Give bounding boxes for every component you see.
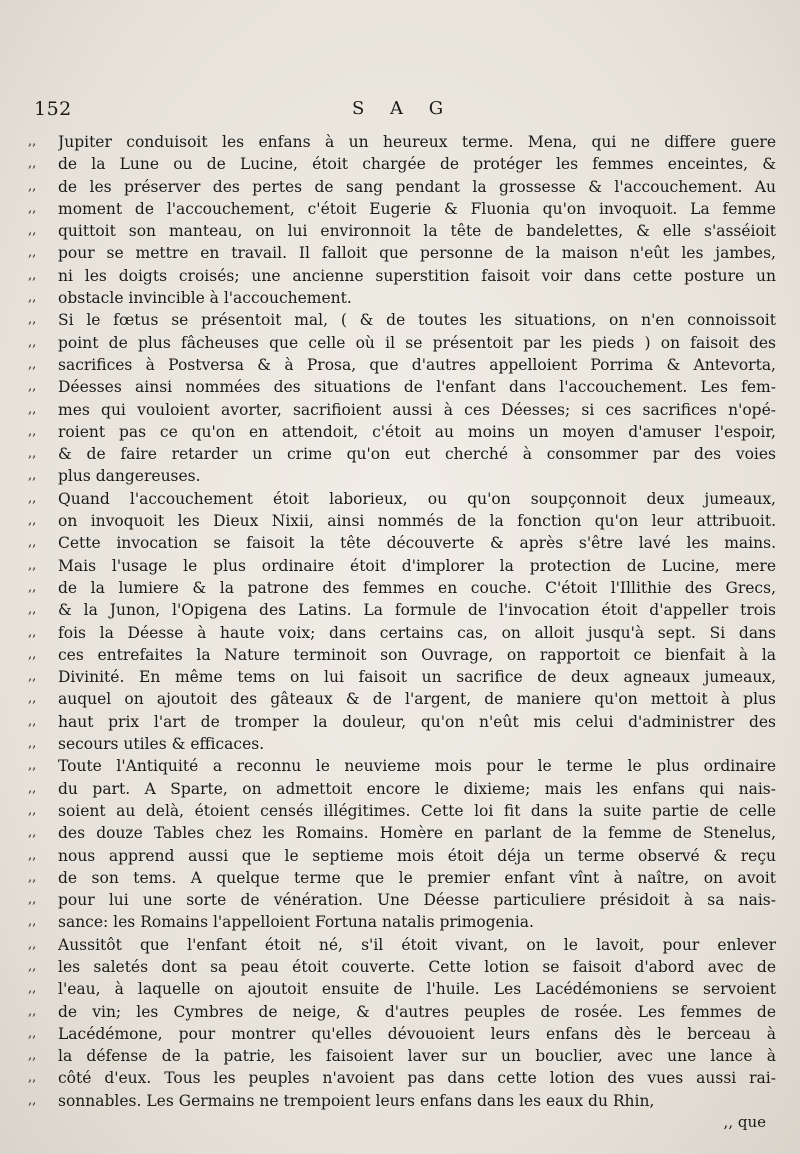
quotation-mark: ,, bbox=[28, 981, 37, 997]
text-line bbox=[28, 1045, 776, 1067]
quotation-mark: ,, bbox=[28, 245, 37, 261]
line-text: Lacédémone, pour montrer qu'elles dévouoient leurs enfans dès le berceau à bbox=[58, 1024, 776, 1043]
text-line bbox=[28, 131, 776, 153]
text-line bbox=[28, 265, 776, 287]
line-text: ces entrefaites la Nature terminoit son Ouvrage, on rapportoit ce bienfait à la bbox=[58, 645, 776, 664]
line-text: Quand l'accouchement étoit laborieux, ou qu'on soupçonnoit deux jumeaux, bbox=[58, 489, 776, 508]
quotation-mark: ,, bbox=[28, 557, 37, 573]
line-text: & de faire retarder un crime qu'on eut cherché à consommer par des voies bbox=[58, 445, 776, 464]
quotation-mark: ,, bbox=[28, 669, 37, 685]
text-line bbox=[28, 688, 776, 710]
quotation-mark: ,, bbox=[28, 1092, 37, 1108]
text-line bbox=[28, 443, 776, 465]
line-text: haut prix l'art de tromper la douleur, qu'on n'eût mis celui d'administrer des bbox=[58, 712, 776, 731]
quotation-mark: ,, bbox=[28, 624, 37, 640]
text-line bbox=[28, 153, 776, 175]
text-line bbox=[28, 421, 776, 443]
quotation-mark: ,, bbox=[28, 446, 37, 462]
text-line bbox=[28, 1090, 776, 1112]
line-text: quittoit son manteau, on lui environnoit la tête de bandelettes, & elle s'asséioit bbox=[58, 222, 776, 241]
text-line bbox=[28, 532, 776, 554]
line-text: secours utiles & efficaces. bbox=[58, 735, 265, 754]
quotation-mark: ,, bbox=[28, 1070, 37, 1086]
quotation-mark: ,, bbox=[28, 356, 37, 372]
quotation-mark: ,, bbox=[28, 646, 37, 662]
paragraph bbox=[28, 488, 776, 756]
text-line bbox=[28, 867, 776, 889]
text-line bbox=[28, 287, 776, 309]
line-text: les saletés dont sa peau étoit couverte. Cette lotion se faisoit d'abord avec de bbox=[58, 957, 776, 976]
quotation-mark: ,, bbox=[28, 713, 37, 729]
quotation-mark: ,, bbox=[28, 401, 37, 417]
text-line bbox=[28, 510, 776, 532]
text-line bbox=[28, 1067, 776, 1089]
text-line bbox=[28, 845, 776, 867]
line-text: point de plus fâcheuses que celle où il se présentoit par les pieds ) on faisoit des bbox=[58, 333, 776, 352]
quotation-mark: ,, bbox=[28, 535, 37, 551]
quotation-mark: ,, bbox=[28, 200, 37, 216]
text-line bbox=[28, 332, 776, 354]
quotation-mark: ,, bbox=[28, 334, 37, 350]
page-body-text bbox=[28, 131, 776, 1112]
text-line bbox=[28, 309, 776, 331]
quotation-mark: ,, bbox=[28, 825, 37, 841]
text-line bbox=[28, 176, 776, 198]
text-line bbox=[28, 644, 776, 666]
line-text: des douze Tables chez les Romains. Homère en parlant de la femme de Stenelus, bbox=[58, 824, 776, 843]
line-text: pour se mettre en travail. Il falloit que personne de la maison n'eût les jambes, bbox=[58, 244, 776, 263]
line-text: & la Junon, l'Opigena des Latins. La formule de l'invocation étoit d'appeller trois bbox=[58, 601, 776, 620]
quotation-mark: ,, bbox=[28, 156, 37, 172]
quotation-mark: ,, bbox=[28, 758, 37, 774]
quotation-mark: ,, bbox=[28, 847, 37, 863]
line-text: de les préserver des pertes de sang pendant la grossesse & l'accouchement. Au bbox=[58, 177, 776, 196]
quotation-mark: ,, bbox=[28, 513, 37, 529]
line-text: sacrifices à Postversa & à Prosa, que d'autres appelloient Porrima & Antevorta, bbox=[58, 355, 776, 374]
line-text: auquel on ajoutoit des gâteaux & de l'argent, de maniere qu'on mettoit à plus bbox=[58, 690, 776, 709]
text-line bbox=[28, 242, 776, 264]
line-text: pour lui une sorte de vénération. Une Déesse particuliere présidoit à sa nais- bbox=[58, 891, 776, 910]
text-line bbox=[28, 376, 776, 398]
text-line bbox=[28, 889, 776, 911]
text-line bbox=[28, 934, 776, 956]
line-text: roient pas ce qu'on en attendoit, c'étoit au moins un moyen d'amuser l'espoir, bbox=[58, 422, 776, 441]
text-line bbox=[28, 733, 776, 755]
text-line bbox=[28, 666, 776, 688]
quotation-mark: ,, bbox=[28, 423, 37, 439]
line-text: la défense de la patrie, les faisoient laver sur un bouclier, avec une lance à bbox=[58, 1047, 776, 1066]
page-number: 152 bbox=[34, 98, 72, 120]
quotation-mark: ,, bbox=[28, 892, 37, 908]
line-text: nous apprend aussi que le septieme mois étoit déja un terme observé & reçu bbox=[58, 846, 776, 865]
quotation-mark: ,, bbox=[28, 958, 37, 974]
paragraph bbox=[28, 309, 776, 487]
quotation-mark: ,, bbox=[28, 1048, 37, 1064]
running-head: S A G bbox=[352, 98, 454, 119]
text-line bbox=[28, 577, 776, 599]
line-text: Mais l'usage le plus ordinaire étoit d'implorer la protection de Lucine, mere bbox=[58, 556, 776, 575]
text-line bbox=[28, 800, 776, 822]
text-line bbox=[28, 399, 776, 421]
quotation-mark: ,, bbox=[28, 379, 37, 395]
line-text: de son tems. A quelque terme que le premier enfant vînt à naître, on avoit bbox=[58, 868, 776, 887]
text-line bbox=[28, 220, 776, 242]
quotation-mark: ,, bbox=[28, 223, 37, 239]
quotation-mark: ,, bbox=[28, 312, 37, 328]
line-text: du part. A Sparte, on admettoit encore le dixieme; mais les enfans qui nais- bbox=[58, 779, 776, 798]
quotation-mark: ,, bbox=[28, 602, 37, 618]
line-text: moment de l'accouchement, c'étoit Eugerie & Fluonia qu'on invoquoit. La femme bbox=[58, 199, 776, 218]
text-line bbox=[28, 1023, 776, 1045]
line-text: Toute l'Antiquité a reconnu le neuvieme mois pour le terme le plus ordinaire bbox=[58, 757, 776, 776]
text-line bbox=[28, 354, 776, 376]
line-text: de la Lune ou de Lucine, étoit chargée de protéger les femmes enceintes, & bbox=[58, 155, 776, 174]
quotation-mark: ,, bbox=[28, 1025, 37, 1041]
line-text: sance: les Romains l'appelloient Fortuna natalis primogenia. bbox=[58, 913, 534, 932]
text-line bbox=[28, 555, 776, 577]
paragraph bbox=[28, 755, 776, 933]
text-line bbox=[28, 711, 776, 733]
quotation-mark: ,, bbox=[28, 290, 37, 306]
text-line bbox=[28, 488, 776, 510]
text-line bbox=[28, 198, 776, 220]
quotation-mark: ,, bbox=[28, 178, 37, 194]
line-text: obstacle invincible à l'accouchement. bbox=[58, 289, 352, 308]
quotation-mark: ,, bbox=[28, 579, 37, 595]
line-text: de vin; les Cymbres de neige, & d'autres peuples de rosée. Les femmes de bbox=[58, 1002, 776, 1021]
line-text: on invoquoit les Dieux Nixii, ainsi nommés de la fonction qu'on leur attribuoit. bbox=[58, 512, 776, 531]
text-line bbox=[28, 622, 776, 644]
line-text: fois la Déesse à haute voix; dans certains cas, on alloit jusqu'à sept. Si dans bbox=[58, 623, 776, 642]
text-line bbox=[28, 911, 776, 933]
quotation-mark: ,, bbox=[28, 736, 37, 752]
quotation-mark: ,, bbox=[28, 267, 37, 283]
paragraph bbox=[28, 131, 776, 309]
text-line bbox=[28, 755, 776, 777]
line-text: côté d'eux. Tous les peuples n'avoient pas dans cette lotion des vues aussi rai- bbox=[58, 1069, 776, 1088]
line-text: Si le fœtus se présentoit mal, ( & de toutes les situations, on n'en connoissoit bbox=[58, 311, 776, 330]
text-line bbox=[28, 978, 776, 1000]
line-text: Jupiter conduisoit les enfans à un heureux terme. Mena, qui ne differe guere bbox=[58, 133, 776, 151]
paragraph bbox=[28, 934, 776, 1112]
line-text: soient au delà, étoient censés illégitimes. Cette loi fit dans la suite partie de celle bbox=[58, 801, 776, 820]
quotation-mark: ,, bbox=[28, 468, 37, 484]
quotation-mark: ,, bbox=[28, 691, 37, 707]
line-text: plus dangereuses. bbox=[58, 467, 201, 486]
page-header bbox=[0, 98, 800, 122]
line-text: ni les doigts croisés; une ancienne superstition faisoit voir dans cette posture un bbox=[58, 266, 776, 285]
quotation-mark: ,, bbox=[28, 869, 37, 885]
text-line bbox=[28, 956, 776, 978]
catchword: ,, que bbox=[723, 1113, 766, 1131]
line-text: mes qui vouloient avorter, sacrifioient aussi à ces Déesses; si ces sacrifices n'opé- bbox=[58, 400, 776, 419]
quotation-mark: ,, bbox=[28, 914, 37, 930]
text-line bbox=[28, 778, 776, 800]
quotation-mark: ,, bbox=[28, 936, 37, 952]
quotation-mark: ,, bbox=[28, 780, 37, 796]
line-text: l'eau, à laquelle on ajoutoit ensuite de l'huile. Les Lacédémoniens se servoient bbox=[58, 980, 776, 999]
line-text: Déesses ainsi nommées des situations de l'enfant dans l'accouchement. Les fem- bbox=[58, 378, 776, 397]
quotation-mark: ,, bbox=[28, 802, 37, 818]
line-text: Divinité. En même tems on lui faisoit un sacrifice de deux agneaux jumeaux, bbox=[58, 668, 776, 687]
quotation-mark: ,, bbox=[28, 134, 37, 149]
quotation-mark: ,, bbox=[28, 490, 37, 506]
text-line bbox=[28, 599, 776, 621]
text-line bbox=[28, 822, 776, 844]
line-text: Cette invocation se faisoit la tête découverte & après s'être lavé les mains. bbox=[58, 534, 776, 553]
quotation-mark: ,, bbox=[28, 1003, 37, 1019]
text-line bbox=[28, 465, 776, 487]
line-text: de la lumiere & la patrone des femmes en couche. C'étoit l'Illithie des Grecs, bbox=[58, 578, 776, 597]
line-text: sonnables. Les Germains ne trempoient leurs enfans dans les eaux du Rhin, bbox=[58, 1091, 655, 1110]
line-text: Aussitôt que l'enfant étoit né, s'il étoit vivant, on le lavoit, pour enlever bbox=[58, 935, 776, 954]
text-line bbox=[28, 1001, 776, 1023]
